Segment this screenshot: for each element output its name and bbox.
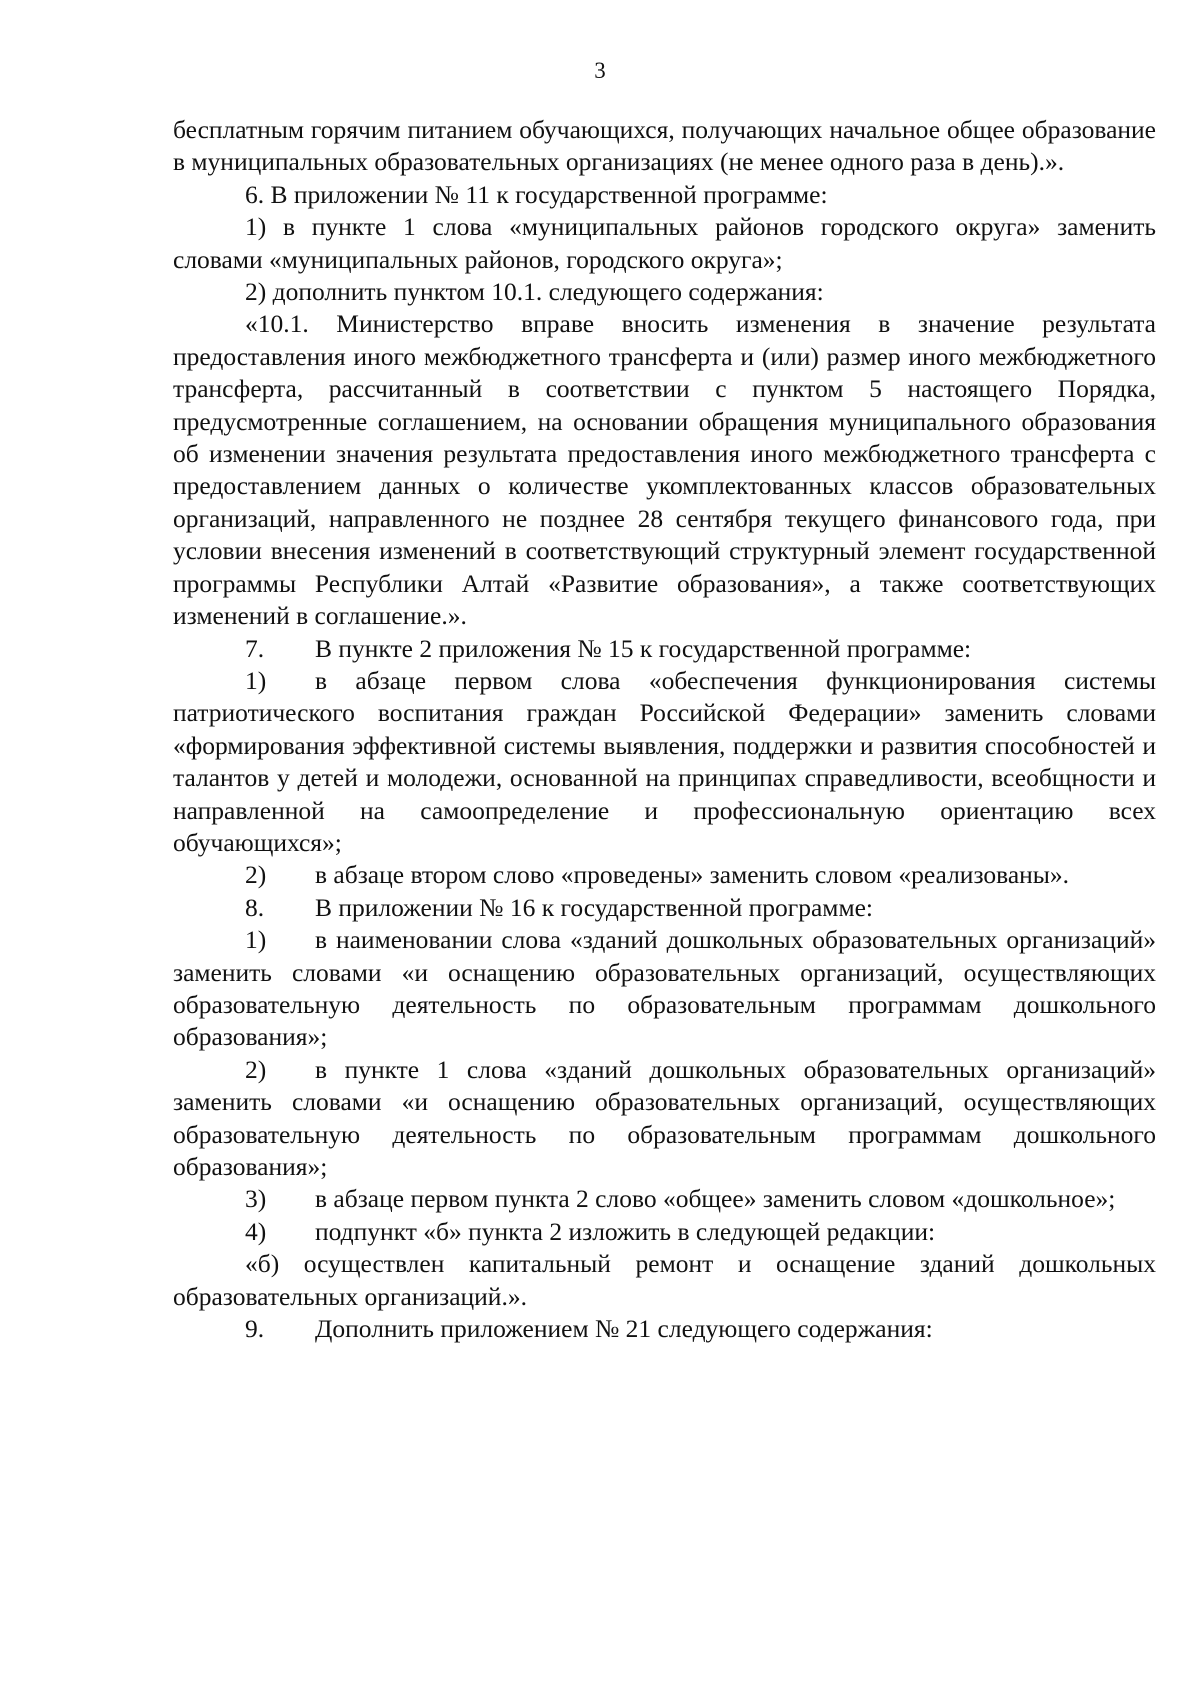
document-body — [173, 114, 1156, 1345]
item-number: 1) — [245, 665, 267, 695]
item-number: 8. — [245, 892, 265, 922]
item-text: в пункте 1 слова «зданий дошкольных образовательных организаций» заменить словами «и оснащению образовательных организаций, осуществляющих образовательную деятельность по образовательным программам дошкольного образования»; — [173, 1054, 1156, 1181]
item-number: 7. — [245, 633, 265, 663]
paragraph-continuation: бесплатным горячим питанием обучающихся, получающих начальное общее образование в муниципальных образовательных организациях (не менее одного раза в день).». — [173, 115, 1156, 177]
item-8-subitem-1 — [173, 924, 1156, 1054]
item-number: 2) — [245, 1054, 267, 1084]
item-6-subitem-2: 2) дополнить пунктом 10.1. следующего содержания: — [245, 277, 824, 307]
item-number: 9. — [245, 1314, 265, 1344]
item-8-subitem-4 — [173, 1216, 1156, 1248]
item-number: 3) — [245, 1184, 267, 1214]
item-text: подпункт «б» пункта 2 изложить в следующей редакции: — [315, 1216, 936, 1246]
item-text: в абзаце втором слово «проведены» заменить словом «реализованы». — [315, 860, 1070, 890]
item-text: в абзаце первом слова «обеспечения функционирования системы патриотического воспитания граждан Российской Федерации» заменить словами «формирования эффективной системы выявления, поддержки и развития способностей и талантов у детей и молодежи, основанной на принципах справедливости, всеобщности и направленной на самоопределение и профессиональную ориентацию всех обучающихся»; — [173, 665, 1156, 857]
item-text: В приложении № 16 к государственной программе: — [315, 892, 873, 922]
item-7-subitem-1 — [173, 665, 1156, 859]
item-7-subitem-2 — [173, 859, 1156, 891]
item-text: в абзаце первом пункта 2 слово «общее» заменить словом «дошкольное»; — [315, 1184, 1116, 1214]
page-number: 3 — [594, 58, 606, 83]
item-7-heading — [173, 633, 1156, 665]
item-6-quoted-clause: «10.1. Министерство вправе вносить изменения в значение результата предоставления иного межбюджетного трансферта и (или) размер иного межбюджетного трансферта, рассчитанный в соответствии с пунктом 5 настоящего Порядка, предусмотренные соглашением, на основании обращения муниципального образования об изменении значения результата предоставления иного межбюджетного трансферта с предоставлением данных о количестве укомплектованных классов образовательных организаций, направленного не позднее 28 сентября текущего финансового года, при условии внесения изменений в соответствующий структурный элемент государственной программы Республики Алтай «Развитие образования», а также соответствующих изменений в соглашение.». — [173, 309, 1156, 631]
item-8-subitem-2 — [173, 1054, 1156, 1184]
item-number: 4) — [245, 1216, 267, 1246]
item-text: в наименовании слова «зданий дошкольных образовательных организаций» заменить словами «и оснащению образовательных организаций, осуществляющих образовательную деятельность по образовательным программам дошкольного образования»; — [173, 925, 1156, 1052]
item-8-heading — [173, 892, 1156, 924]
item-6-subitem-1: 1) в пункте 1 слова «муниципальных районов городского округа» заменить словами «муниципальных районов, городского округа»; — [173, 212, 1156, 274]
item-6-heading: 6. В приложении № 11 к государственной программе: — [245, 179, 828, 209]
item-number: 2) — [245, 860, 267, 890]
item-text: Дополнить приложением № 21 следующего содержания: — [315, 1314, 933, 1344]
item-8-subitem-3 — [173, 1183, 1156, 1215]
item-8-quoted-clause: «б) осуществлен капитальный ремонт и оснащение зданий дошкольных образовательных организаций.». — [173, 1249, 1156, 1311]
item-text: В пункте 2 приложения № 15 к государственной программе: — [315, 633, 972, 663]
item-number: 1) — [245, 925, 267, 955]
item-9-heading — [173, 1313, 1156, 1345]
